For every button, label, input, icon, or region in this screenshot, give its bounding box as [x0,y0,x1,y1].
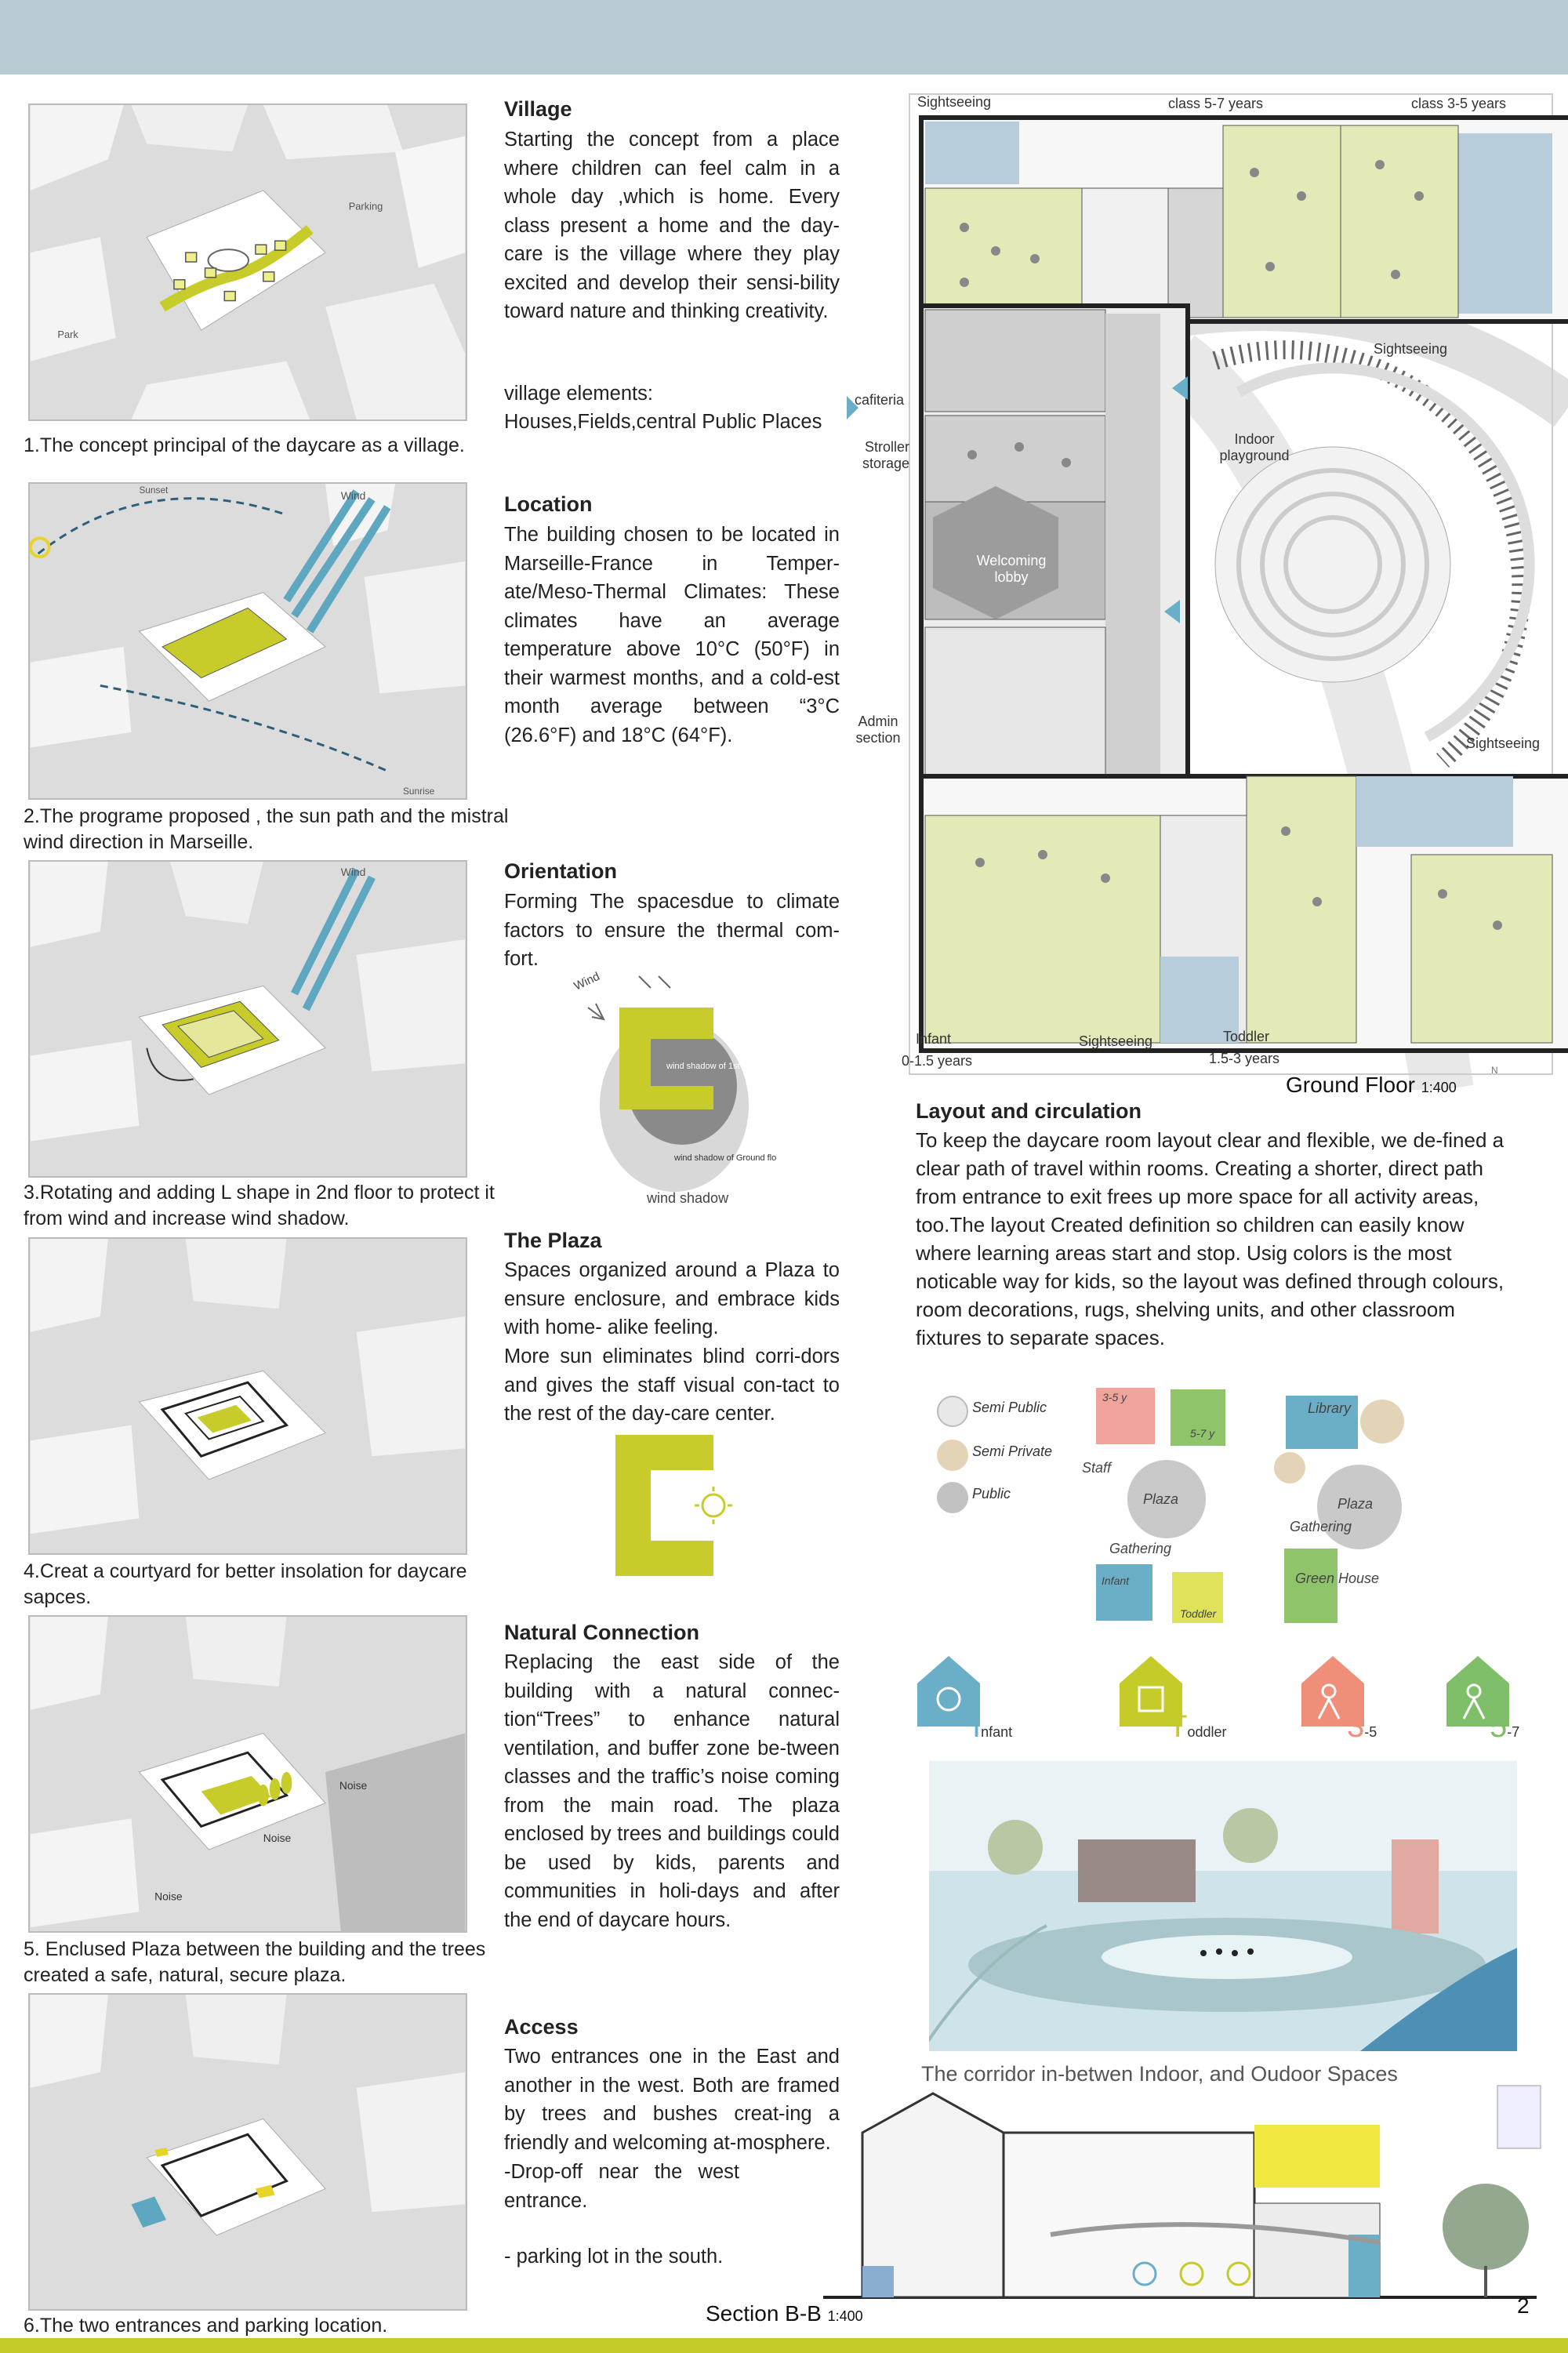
bubble-staff-label: Staff [1082,1460,1112,1476]
village-elements: Houses,Fields,central Public Places [504,411,822,433]
bubble-gathering-2-label: Gathering [1290,1519,1352,1534]
plan-class-5-7: class 5-7 years [1168,96,1264,111]
plan-toddler: Toddler [1223,1029,1270,1044]
village-body: Starting the concept from a place where children can feel calm in a whole day ,which is home. Every class present a home and the day-care is the village where they play excited and develop their sensi-bility toward nature and thinking creativity. [504,129,840,322]
age-5-7-number: 5 [1490,1709,1508,1744]
age-3-5-label [1347,1709,1377,1745]
plaza-c-shape [615,1435,741,1576]
plan-class-3-5: class 3-5 years [1411,96,1507,111]
plaza-body: Spaces organized around a Plaza to ensure enclosure, and embrace kids with home- alike feeling. [504,1259,840,1338]
corridor-render-caption: The corridor in-betwen Indoor, and Oudoor Spaces [921,2062,1398,2086]
access-title: Access [504,2015,579,2039]
noise-label-1: Noise [339,1778,368,1792]
plan-admin-section: Admin section [855,714,901,746]
ground-floor-title [1286,1073,1457,1098]
bubble-toddler-label: Toddler [1180,1607,1217,1620]
plan-sightseeing-topleft: Sightseeing [917,94,992,110]
bubble-greenhouse-label: Green House [1295,1570,1380,1586]
top-band [0,0,1568,74]
corridor-render [921,1761,1533,2051]
bubble-plaza-2-label: Plaza [1338,1496,1374,1512]
north-label: N [1491,1065,1498,1076]
diagram-5-caption: 5. Enclused Plaza between the building and the trees created a safe, natural, secure plaza. [24,1938,486,1986]
plan-welcoming-lobby: Welcoming lobby [976,553,1047,585]
section-b-b-title [706,2301,863,2326]
natural-body: Replacing the east side of the building with a natural connec-tion“Trees” to enhance natural ventilation, and buffer zone be-tween classes and the traffic’s noise coming from the main road. The plaza enclosed by trees and buildings could be used by kids, parents and communities in holi-days and after the end of daycare hours. [504,1651,840,1931]
sunset-label: Sunset [139,484,169,496]
legend-dot-semi-public [937,1396,968,1427]
toddler-text: oddler [1187,1724,1227,1740]
fig-shadow-2-label: wind shadow of Ground floor [674,1153,776,1163]
section-b-b [815,2078,1544,2337]
bubble-3-5-label: 3-5 y [1102,1391,1127,1403]
plan-stroller-storage: Stroller storage [862,439,909,471]
plan-infant: Infant [916,1031,952,1047]
bubble-library-dot [1360,1400,1404,1443]
age-3-5-text: -5 [1364,1724,1377,1740]
age-5-7-text: -7 [1507,1724,1520,1740]
diagram-3-caption: 3.Rotating and adding L shape in 2nd floor to protect it from wind and increase wind shadow. [24,1182,495,1229]
bubble-small-dot [1274,1452,1305,1483]
village-title: Village [504,97,572,121]
plan-cafeteria: cafiteria [855,392,905,408]
diagram-courtyard [28,1237,467,1555]
diagram-sun-wind [28,482,467,800]
orientation-body: Forming The spacesdue to climate factors to ensure the thermal com-fort. [504,891,840,970]
village-elements-label: village elements: [504,383,653,405]
ground-floor-label: Ground Floor [1286,1073,1415,1097]
ground-floor-plan [847,78,1568,1097]
section-title-text: Section B-B [706,2301,822,2326]
diagram-l-shape [28,860,467,1178]
plaza-title: The Plaza [504,1229,602,1252]
legend-semi-public: Semi Public [972,1400,1047,1415]
location-body: The building chosen to be located in Marseille-France in Temper-ate/Meso-Thermal Climates: These climates have an average temperature above 10°C (50°F) in their warmest months, and a cold-est month average between “3°C (26.6°F) and 18°C (64°F). [504,524,840,746]
wind-shadow-figure [572,968,776,1204]
infant-letter: I [972,1709,982,1744]
page-number: 2 [1517,2293,1530,2318]
age-3-5-number: 3 [1347,1709,1365,1744]
access-body-2: -Drop-off near the west entrance. [504,2161,739,2212]
plan-sightseeing-right: Sightseeing [1374,341,1448,357]
legend-semi-private: Semi Private [972,1443,1053,1459]
plaza-body-2: More sun eliminates blind corri-dors and gives the staff visual con-tact to the rest of the day-care center. [504,1345,840,1425]
plan-sightseeing-bottomright: Sightseeing [1466,735,1541,751]
diagram-entrances [28,1993,467,2311]
diagram-village-concept [28,103,467,421]
orientation-title: Orientation [504,859,618,883]
wind-shadow-caption: wind shadow [647,1190,729,1206]
access-body-3: - parking lot in the south. [504,2246,724,2268]
plan-infant-age: 0-1.5 years [902,1053,973,1069]
bubble-plaza-1-label: Plaza [1143,1491,1179,1507]
natural-title: Natural Connection [504,1621,700,1644]
toddler-letter: T [1168,1709,1188,1744]
toddler-age-label [1168,1709,1226,1745]
legend-dot-semi-private [937,1440,968,1471]
fig-shadow-1-label: wind shadow of 1st floor [666,1062,760,1071]
fig-wind-label: Wind [572,969,602,993]
parking-label: Parking [348,200,383,212]
layout-title: Layout and circulation [916,1099,1142,1123]
park-label: Park [57,329,78,341]
access-body: Two entrances one in the East and another in the west. Both are framed by trees and bushes creat-ing a friendly and welcoming at-mosphere. [504,2046,840,2154]
bubble-infant [1096,1564,1152,1621]
noise-label-2: Noise [263,1832,292,1845]
age-5-7-label [1490,1709,1519,1745]
section-scale: 1:400 [827,2308,863,2324]
legend-dot-public [937,1482,968,1513]
plan-indoor-playground: Indoor playground [1219,431,1290,463]
wind-label-3: Wind [340,865,366,878]
legend-public: Public [972,1486,1011,1501]
bubble-gathering-1-label: Gathering [1109,1541,1172,1556]
diagram-2-caption: 2.The programe proposed , the sun path and the mistral wind direction in Marseille. [24,805,509,853]
infant-text: nfant [981,1724,1013,1740]
location-title: Location [504,492,593,516]
plan-toddler-age: 1.5-3 years [1209,1051,1280,1066]
plan-sightseeing-bottom: Sightseeing [1079,1033,1153,1049]
bubble-infant-label: Infant [1102,1574,1130,1587]
sunrise-label: Sunrise [403,786,435,797]
infant-age-label [972,1709,1012,1745]
diagram-plaza-trees [28,1615,467,1933]
bottom-band [0,2338,1568,2353]
diagram-6-caption: 6.The two entrances and parking location. [24,2315,388,2337]
diagram-4-caption: 4.Creat a courtyard for better insolation for daycare sapces. [24,1560,467,1608]
layout-body: To keep the daycare room layout clear and flexible, we de-fined a clear path of travel within rooms. Creating a shorter, direct path from entrance to exit frees up more space for all activity areas, too.The layout Created definition so children can easily know where learning areas start and stop. Usig colors is the most noticable way for kids, so the layout was defined through colours, room decorations, rugs, shelving units, and other classroom fixtures to separate spaces. [916,1128,1504,1349]
infant-house-icon [917,1656,980,1727]
wind-label: Wind [340,488,366,502]
noise-label-3: Noise [154,1890,183,1903]
bubble-library-label: Library [1308,1400,1352,1416]
bubble-5-7-label: 5-7 y [1190,1427,1215,1440]
ground-floor-scale: 1:400 [1421,1080,1457,1095]
diagram-1-caption: 1.The concept principal of the daycare as a village. [24,434,465,456]
